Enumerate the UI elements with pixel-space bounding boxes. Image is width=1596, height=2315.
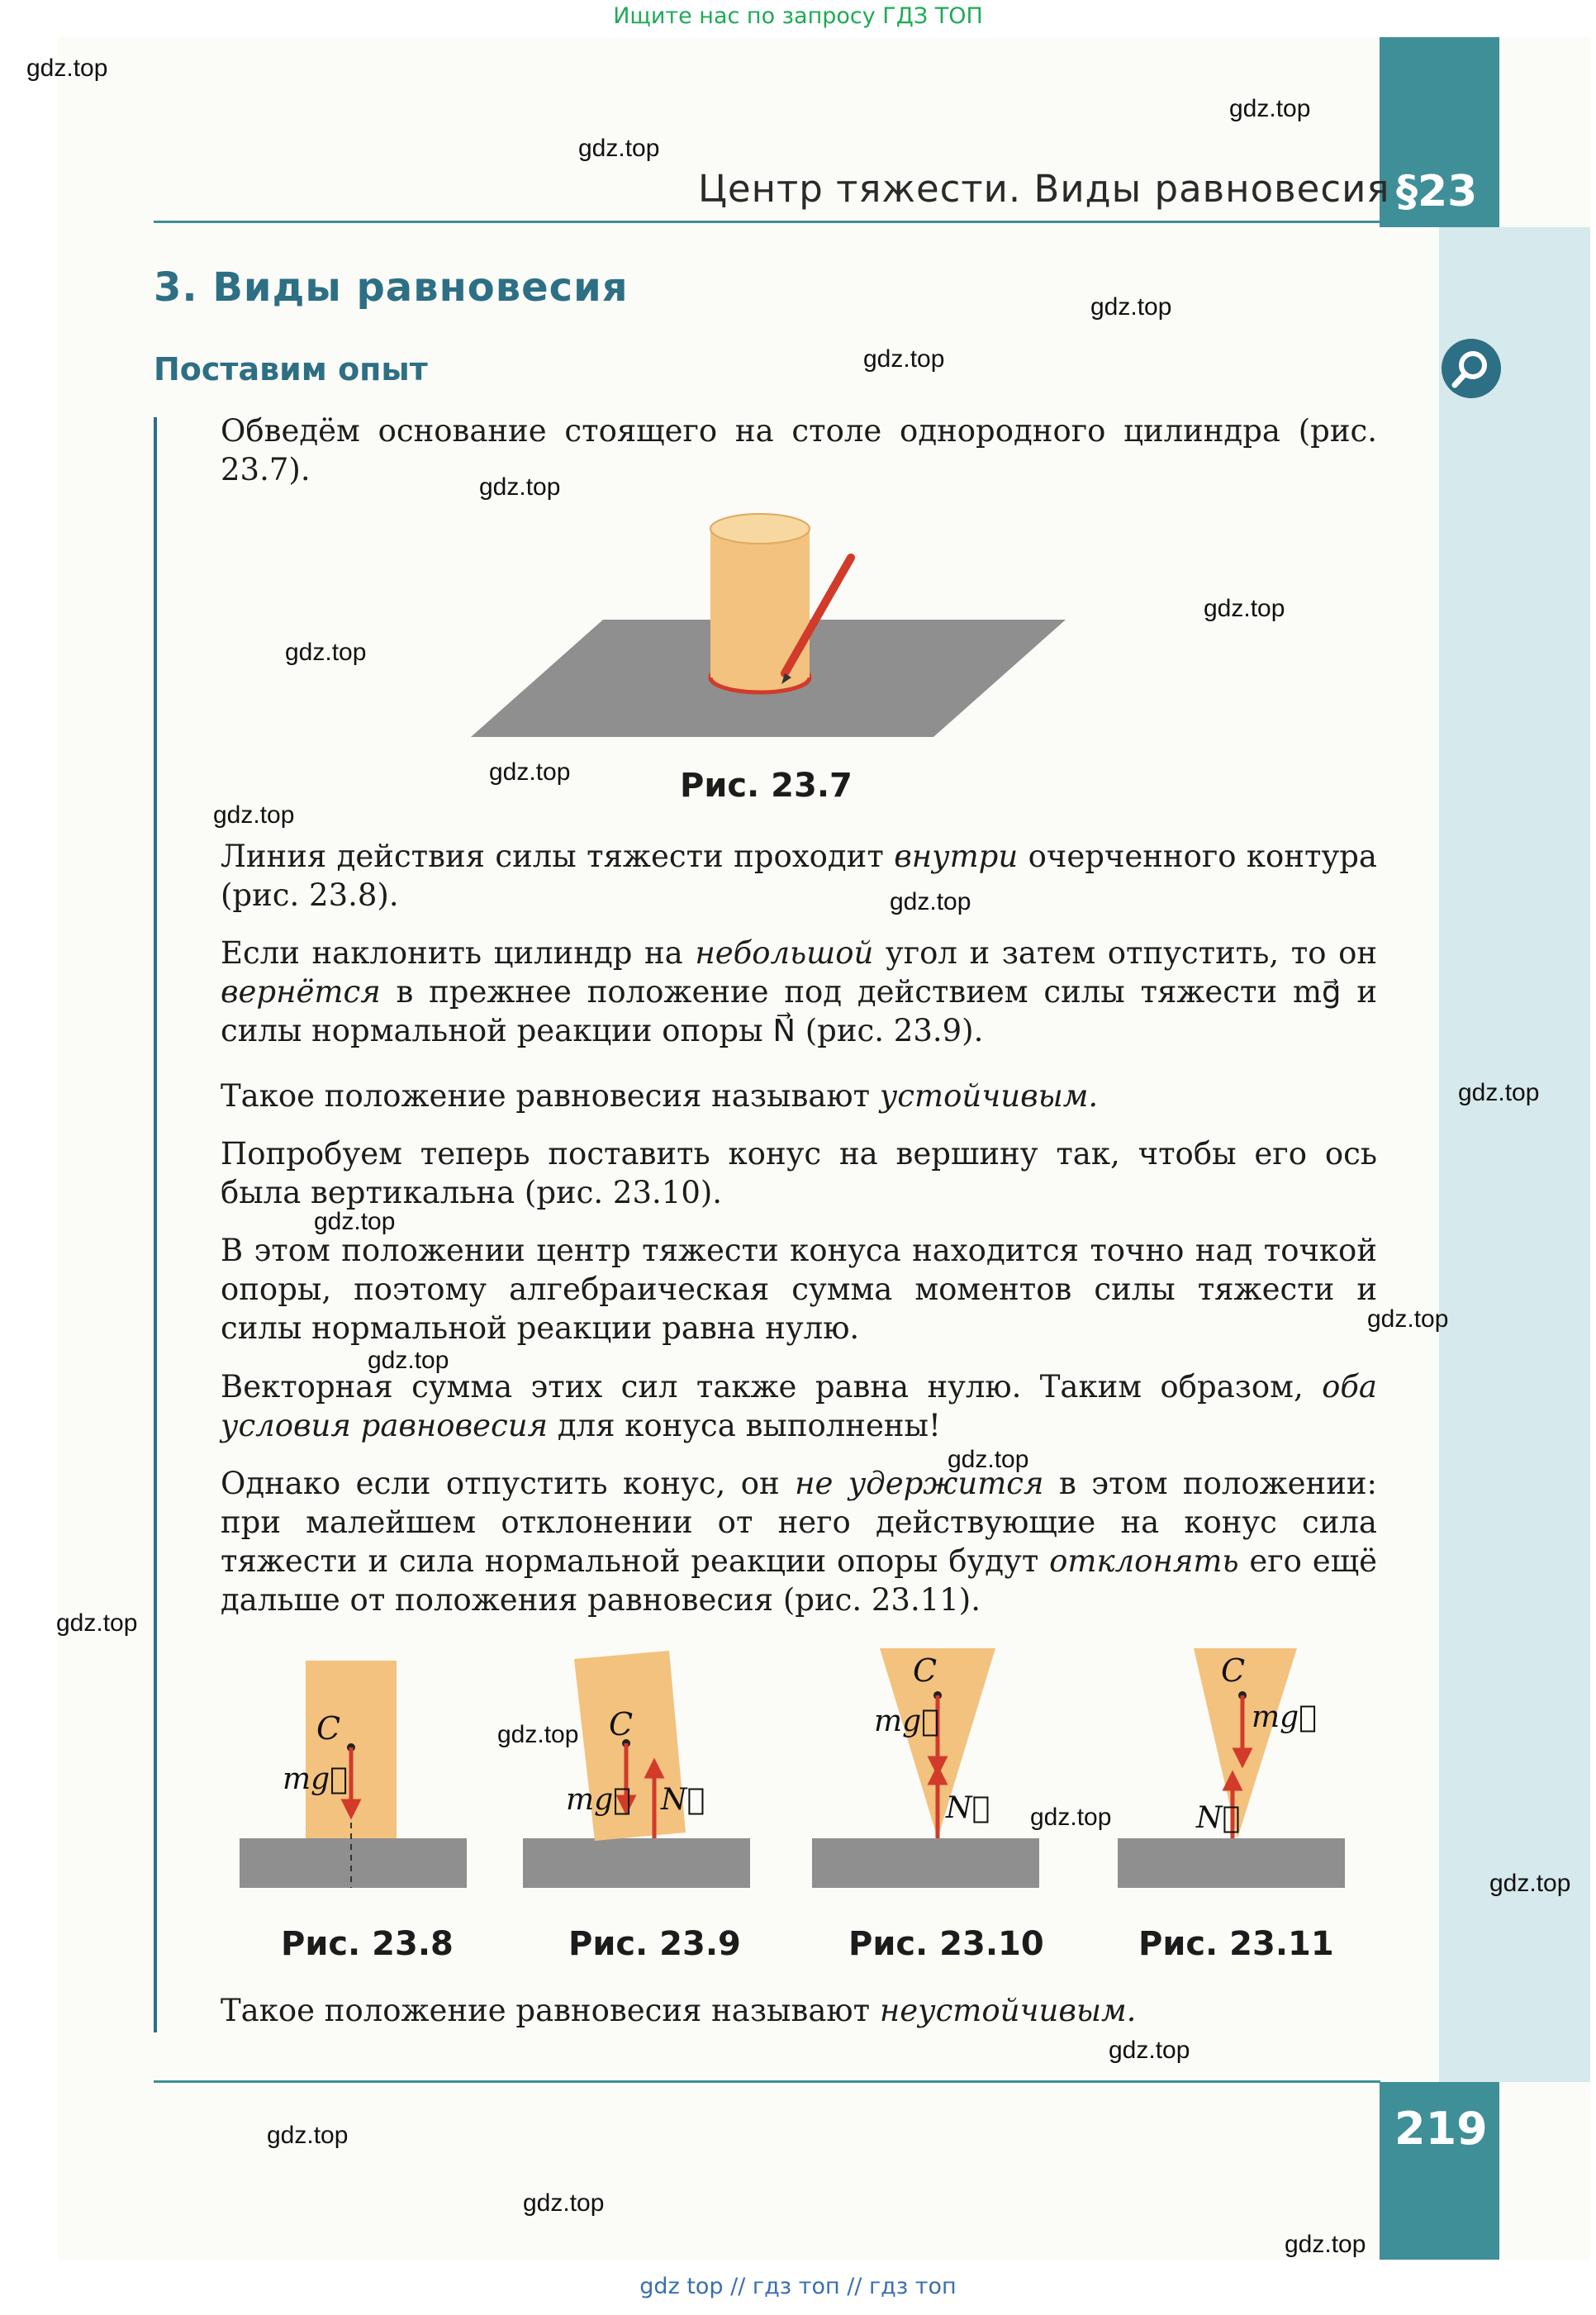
figure-23-10 xyxy=(812,1648,1039,1888)
watermark: gdz.top xyxy=(890,888,971,915)
section-number: §23 xyxy=(1396,167,1478,216)
header-divider xyxy=(154,221,1380,223)
label-C: C xyxy=(609,1706,634,1742)
table-block xyxy=(523,1838,750,1888)
watermark: gdz.top xyxy=(1458,1079,1540,1106)
paragraph-6: В этом положении центр тяжести конуса находится точно над точкой опоры, поэтому алгебраическая сумма моментов силы тяжести и силы нормальной реакции равна нулю. xyxy=(221,1233,1377,1346)
watermark: gdz.top xyxy=(1229,95,1311,122)
paragraph-3: Если наклонить цилиндр на небольшой угол и затем отпустить, то он вернётся в прежнее положение под действием силы тяжести mg⃗ и силы нормальной реакции опоры N⃗ (рис. 23.9). xyxy=(221,935,1378,1048)
caption-23-9: Рис. 23.9 xyxy=(568,1925,741,1963)
paragraph-2: Линия действия силы тяжести проходит внутри очерченного контура (рис. 23.8). xyxy=(221,839,1377,913)
table-block xyxy=(1118,1838,1345,1888)
paragraph-9: Такое положение равновесия называют неустойчивым. xyxy=(221,1993,1137,2028)
label-C: C xyxy=(316,1710,341,1747)
watermark: gdz.top xyxy=(314,1208,396,1235)
caption-23-11: Рис. 23.11 xyxy=(1138,1925,1334,1963)
top-banner: Ищите нас по запросу ГДЗ ТОП xyxy=(613,3,983,29)
figure-23-11 xyxy=(1118,1648,1345,1888)
watermark: gdz.top xyxy=(479,473,561,501)
paragraph-4: Такое положение равновесия называют устойчивым. xyxy=(221,1078,1099,1114)
watermark: gdz.top xyxy=(1090,293,1172,321)
watermark: gdz.top xyxy=(948,1446,1029,1473)
label-N: N⃗ xyxy=(661,1783,705,1817)
watermark: gdz.top xyxy=(368,1347,449,1374)
watermark: gdz.top xyxy=(863,345,945,373)
table-block xyxy=(812,1838,1039,1888)
watermark: gdz.top xyxy=(1109,2037,1190,2064)
watermark: gdz.top xyxy=(1367,1305,1449,1333)
watermark: gdz.top xyxy=(497,1721,579,1748)
figure-23-7 xyxy=(471,496,1066,752)
paragraph-1: Обведём основание стоящего на столе однородного цилиндра (рис. 23.7). xyxy=(221,413,1377,487)
paragraph-7: Векторная сумма этих сил также равна нулю. Таким образом, оба условия равновесия для конуса выполнены! xyxy=(221,1369,1377,1443)
watermark: gdz.top xyxy=(578,135,660,162)
watermark: gdz.top xyxy=(56,1609,138,1637)
label-C: C xyxy=(1221,1652,1246,1689)
watermark: gdz.top xyxy=(213,801,295,829)
caption-23-7: Рис. 23.7 xyxy=(680,767,853,805)
cylinder-top xyxy=(710,514,810,544)
label-mg: mg⃗ xyxy=(874,1704,939,1738)
footer-divider xyxy=(154,2080,1380,2083)
label-C: C xyxy=(913,1652,938,1689)
label-mg: mg⃗ xyxy=(566,1783,631,1817)
figures-23-8-to-23-11 xyxy=(240,1644,1363,1900)
page-header-title: Центр тяжести. Виды равновесия xyxy=(698,167,1390,211)
watermark: gdz.top xyxy=(1204,595,1285,622)
experiment-marker-bar xyxy=(154,417,157,2032)
experiment-heading: Поставим опыт xyxy=(154,351,428,387)
watermark: gdz.top xyxy=(1285,2231,1366,2258)
figure-23-8 xyxy=(240,1661,467,1888)
label-mg: mg⃗ xyxy=(1252,1700,1317,1734)
section-heading: 3. Виды равновесия xyxy=(154,264,629,311)
watermark: gdz.top xyxy=(267,2122,349,2149)
page-number: 219 xyxy=(1394,2103,1488,2155)
caption-23-10: Рис. 23.10 xyxy=(848,1925,1044,1963)
search-icon xyxy=(1442,339,1501,398)
label-mg: mg⃗ xyxy=(283,1762,348,1796)
watermark: gdz.top xyxy=(1030,1804,1112,1831)
bottom-banner: gdz top // гдз топ // гдз топ xyxy=(639,2274,957,2299)
watermark: gdz.top xyxy=(26,55,108,82)
page-edge-strip xyxy=(1439,227,1590,2082)
watermark: gdz.top xyxy=(1489,1870,1571,1897)
watermark: gdz.top xyxy=(489,758,571,786)
label-N: N⃗ xyxy=(946,1791,990,1825)
caption-23-8: Рис. 23.8 xyxy=(281,1925,454,1963)
table-block xyxy=(240,1838,467,1888)
paragraph-5: Попробуем теперь поставить конус на вершину так, чтобы его ось была вертикальна (рис. 23.10). xyxy=(221,1136,1377,1210)
watermark: gdz.top xyxy=(523,2189,605,2217)
watermark: gdz.top xyxy=(285,639,367,666)
paragraph-8: Однако если отпустить конус, он не удержится в этом положении: при малейшем отклонении от него действующие на конус сила тяжести и сила нормальной реакции опоры будут отклонять его ещё дальше от положения равновесия (рис. 23.11). xyxy=(221,1466,1378,1618)
label-N: N⃗ xyxy=(1196,1801,1241,1835)
figure-23-9 xyxy=(523,1651,750,1888)
